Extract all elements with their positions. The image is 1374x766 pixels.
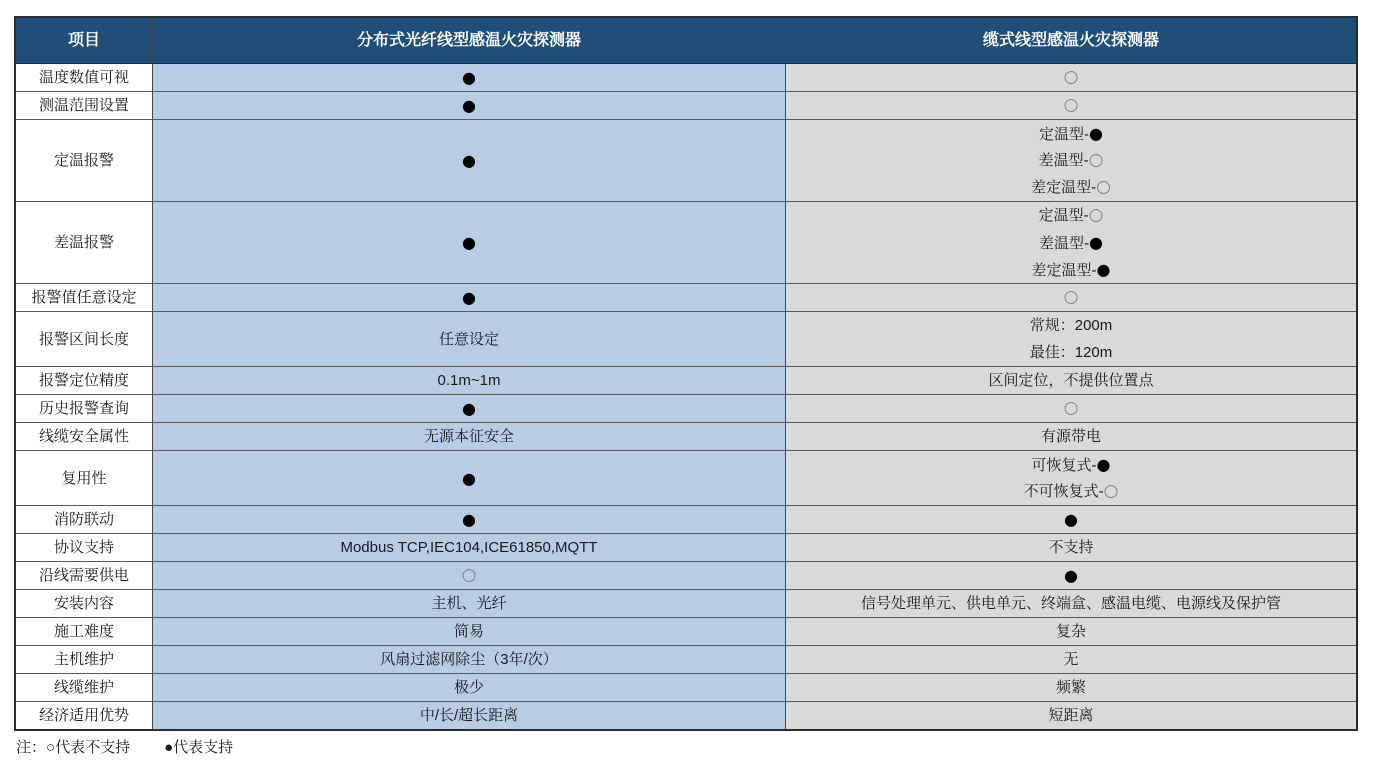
cell-line <box>462 395 476 422</box>
filled-circle-icon: ● <box>462 96 476 115</box>
cable-detector-cell <box>786 702 1356 729</box>
filled-circle-icon: ● <box>462 233 476 252</box>
cell-line <box>1064 562 1078 589</box>
row-label <box>16 534 153 562</box>
fiber-detector-cell <box>153 92 786 120</box>
cell-line: 频繁 <box>1055 679 1086 696</box>
cable-detector-cell <box>786 506 1356 534</box>
filled-circle-icon: ● <box>462 399 476 418</box>
cell-line: 差温报警 <box>53 234 114 251</box>
cell-line: 中/长/超长距离 <box>419 707 519 724</box>
cell-line: 不可恢复式-○ <box>1023 481 1119 501</box>
row-label <box>16 506 153 534</box>
cell-line <box>462 64 476 91</box>
cable-detector-cell <box>786 562 1356 590</box>
cell-line <box>462 465 476 492</box>
table-row <box>16 202 1356 284</box>
filled-circle-icon: ● <box>1096 455 1111 474</box>
cell-line: 区间定位，不提供位置点 <box>988 372 1154 389</box>
hollow-circle-icon: ○ <box>1088 205 1104 225</box>
cell-line: 主机、光纤 <box>431 595 507 612</box>
note-prefix: 注： <box>16 739 47 756</box>
cell-line: 历史报警查询 <box>38 400 129 417</box>
table-row <box>16 312 1356 367</box>
cell-line <box>1064 64 1079 91</box>
filled-circle-icon: ● <box>462 151 476 170</box>
cell-line <box>1064 92 1079 119</box>
cell-line: 短距离 <box>1048 707 1094 724</box>
cell-line <box>462 506 476 533</box>
cell-line: 复杂 <box>1055 623 1086 640</box>
fiber-detector-cell <box>153 618 786 646</box>
table-row <box>16 451 1356 506</box>
cell-line: 定温报警 <box>53 152 114 169</box>
cell-line <box>1064 395 1079 422</box>
table-row <box>16 590 1356 618</box>
cable-detector-cell <box>786 395 1356 423</box>
table-header-row <box>16 18 1356 64</box>
cell-line: 测温范围设置 <box>38 97 129 114</box>
legend-note <box>16 736 233 757</box>
cell-line: 消防联动 <box>53 511 114 528</box>
table-body <box>16 64 1356 729</box>
filled-circle-icon: ● <box>1096 260 1111 279</box>
row-label <box>16 395 153 423</box>
fiber-detector-cell <box>153 395 786 423</box>
cell-line: 无源本征安全 <box>423 428 514 445</box>
table-row <box>16 562 1356 590</box>
table-row <box>16 618 1356 646</box>
hollow-circle-icon: ○ <box>1063 398 1079 418</box>
cell-line: 线缆安全属性 <box>38 428 129 445</box>
row-label <box>16 618 153 646</box>
cell-line <box>462 229 476 256</box>
note-supported-legend: ●代表支持 <box>164 739 234 756</box>
cell-line <box>1064 284 1079 311</box>
column-header-fiber-detector: 分布式光纤线型感温火灾探测器 <box>153 18 786 64</box>
hollow-circle-icon: ○ <box>1103 481 1119 501</box>
cell-line: 差定温型-○ <box>1031 177 1111 197</box>
cell-line: 信号处理单元、供电单元、终端盒、感温电缆、电源线及保护管 <box>860 595 1281 612</box>
cable-detector-cell <box>786 618 1356 646</box>
fiber-detector-cell <box>153 284 786 312</box>
hollow-circle-icon: ○ <box>1088 150 1104 170</box>
row-label <box>16 64 153 92</box>
cable-detector-cell <box>786 64 1356 92</box>
row-label <box>16 646 153 674</box>
filled-circle-icon: ● <box>1089 233 1103 252</box>
note-unsupported-legend: ○代表不支持 <box>46 739 131 756</box>
cell-line: 0.1m~1m <box>437 372 501 389</box>
cable-detector-cell <box>786 367 1356 395</box>
cell-line: 常规：200m <box>1029 317 1113 334</box>
table-row <box>16 674 1356 702</box>
cable-detector-cell <box>786 646 1356 674</box>
filled-circle-icon: ● <box>462 510 476 529</box>
cell-line: 极少 <box>453 679 484 696</box>
table-row <box>16 702 1356 729</box>
cable-detector-cell <box>786 534 1356 562</box>
filled-circle-icon: ● <box>1064 566 1078 585</box>
fiber-detector-cell <box>153 534 786 562</box>
column-header-item: 项目 <box>16 18 153 64</box>
cable-detector-cell <box>786 674 1356 702</box>
hollow-circle-icon: ○ <box>461 565 477 585</box>
cell-line: 可恢复式-● <box>1031 455 1111 474</box>
cell-line: 任意设定 <box>438 330 499 348</box>
table-row <box>16 395 1356 423</box>
filled-circle-icon: ● <box>462 468 476 488</box>
hollow-circle-icon: ○ <box>1063 95 1079 115</box>
fiber-detector-cell <box>153 562 786 590</box>
cell-line: 施工难度 <box>53 623 114 640</box>
cell-line: 不支持 <box>1048 539 1094 556</box>
cell-line: 经济适用优势 <box>38 707 129 724</box>
cell-line <box>462 562 477 589</box>
cell-line: 协议支持 <box>53 539 114 556</box>
cell-line: 报警定位精度 <box>38 372 129 389</box>
cell-line: 差定温型-● <box>1031 260 1111 279</box>
cell-line: 线缆维护 <box>53 679 114 696</box>
row-label <box>16 590 153 618</box>
cell-line <box>462 284 476 311</box>
fiber-detector-cell <box>153 702 786 729</box>
cell-line: 沿线需要供电 <box>38 567 129 584</box>
table-row <box>16 64 1356 92</box>
cell-line: 简易 <box>453 623 484 640</box>
cell-line: 主机维护 <box>53 651 114 668</box>
table-row <box>16 367 1356 395</box>
cell-line: 报警区间长度 <box>38 330 129 348</box>
column-header-cable-detector: 缆式线型感温火灾探测器 <box>786 18 1356 64</box>
cell-line: 有源带电 <box>1040 428 1101 445</box>
cable-detector-cell <box>786 120 1356 202</box>
cell-line: 温度数值可视 <box>38 69 129 86</box>
fiber-detector-cell <box>153 451 786 506</box>
row-label <box>16 312 153 367</box>
cell-line <box>462 147 476 174</box>
hollow-circle-icon: ○ <box>1063 287 1079 307</box>
cell-line: 定温型-● <box>1039 124 1103 143</box>
table-row <box>16 120 1356 202</box>
cell-line: 最佳：120m <box>1029 344 1113 361</box>
row-label <box>16 367 153 395</box>
table-row <box>16 506 1356 534</box>
filled-circle-icon: ● <box>1089 124 1103 143</box>
fiber-detector-cell <box>153 202 786 284</box>
hollow-circle-icon: ○ <box>1063 67 1079 87</box>
table-row <box>16 534 1356 562</box>
filled-circle-icon: ● <box>462 288 476 307</box>
cable-detector-cell <box>786 423 1356 451</box>
cell-line: 定温型-○ <box>1038 205 1104 225</box>
cable-detector-cell <box>786 590 1356 618</box>
filled-circle-icon: ● <box>462 68 476 87</box>
cell-line: 差温型-● <box>1039 233 1103 252</box>
table-row <box>16 646 1356 674</box>
comparison-table <box>14 16 1358 731</box>
row-label <box>16 92 153 120</box>
cell-line: 安装内容 <box>53 595 114 612</box>
fiber-detector-cell <box>153 506 786 534</box>
hollow-circle-icon: ○ <box>1096 177 1111 197</box>
row-label <box>16 702 153 729</box>
cell-line: 差温型-○ <box>1038 150 1104 170</box>
row-label <box>16 674 153 702</box>
cable-detector-cell <box>786 451 1356 506</box>
row-label <box>16 562 153 590</box>
row-label <box>16 451 153 506</box>
cable-detector-cell <box>786 202 1356 284</box>
cell-line: 无 <box>1063 651 1079 668</box>
table-row <box>16 423 1356 451</box>
cell-line: Modbus TCP,IEC104,ICE61850,MQTT <box>340 539 598 556</box>
fiber-detector-cell <box>153 646 786 674</box>
fiber-detector-cell <box>153 120 786 202</box>
row-label <box>16 202 153 284</box>
cell-line: 复用性 <box>61 469 107 487</box>
cable-detector-cell <box>786 312 1356 367</box>
table-row <box>16 284 1356 312</box>
cable-detector-cell <box>786 92 1356 120</box>
fiber-detector-cell <box>153 423 786 451</box>
row-label <box>16 284 153 312</box>
cell-line: 风扇过滤网除尘（3年/次） <box>380 651 558 668</box>
cell-line <box>462 92 476 119</box>
row-label <box>16 120 153 202</box>
fiber-detector-cell <box>153 64 786 92</box>
table-row <box>16 92 1356 120</box>
cell-line: 报警值任意设定 <box>31 289 137 306</box>
cable-detector-cell <box>786 284 1356 312</box>
filled-circle-icon: ● <box>1064 510 1078 529</box>
fiber-detector-cell <box>153 367 786 395</box>
fiber-detector-cell <box>153 590 786 618</box>
fiber-detector-cell <box>153 312 786 367</box>
row-label <box>16 423 153 451</box>
fiber-detector-cell <box>153 674 786 702</box>
cell-line <box>1064 506 1078 533</box>
